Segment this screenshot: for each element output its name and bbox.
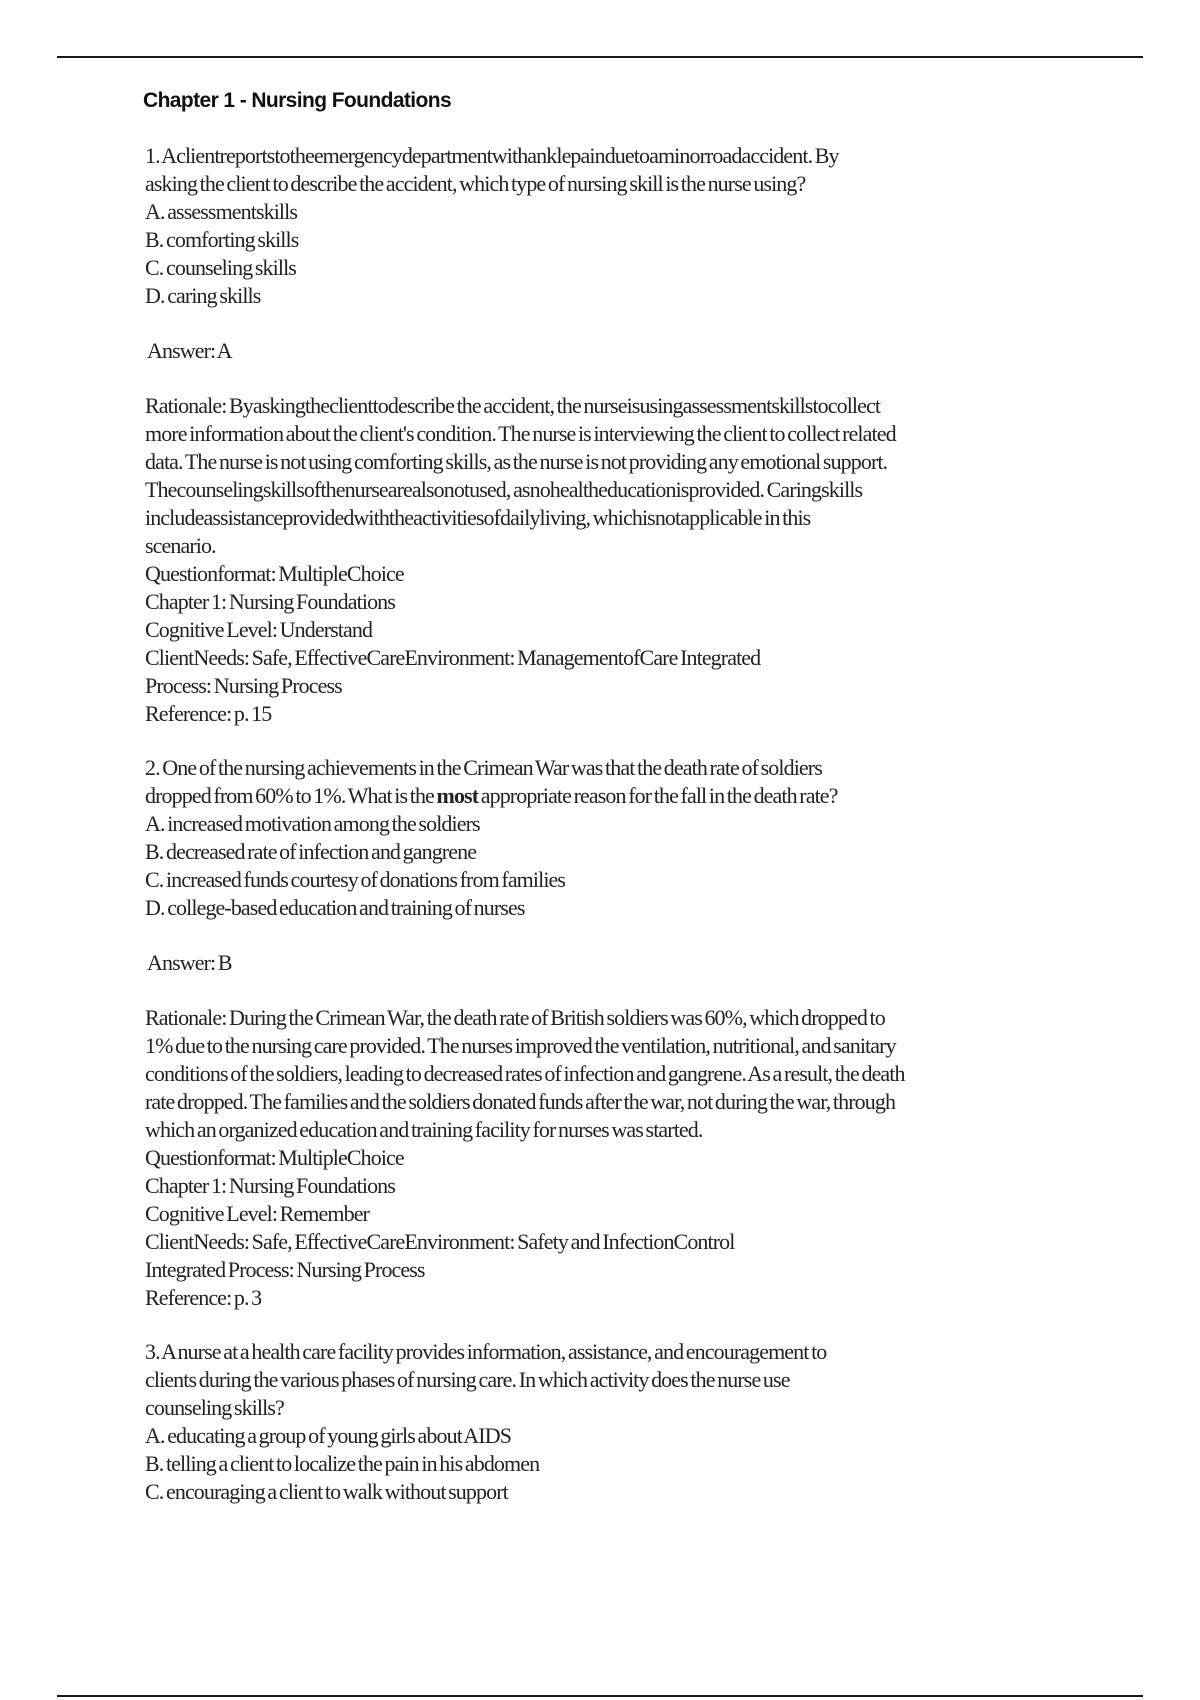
answer-option-d: D. college-based education and training of nurses bbox=[145, 895, 525, 920]
rationale-line: more information about the client's condition. The nurse is interviewing the client to collect related bbox=[145, 421, 896, 446]
client-needs: ClientNeeds: Safe, EffectiveCareEnvironment: ManagementofCare Integrated bbox=[145, 645, 761, 670]
question-stem-line: asking the client to describe the accident, which type of nursing skill is the nurse using? bbox=[145, 171, 806, 196]
question-format: Questionformat: MultipleChoice bbox=[145, 1145, 404, 1170]
answer-option-c: C. increased funds courtesy of donations from families bbox=[145, 867, 566, 892]
question-format: Questionformat: MultipleChoice bbox=[145, 561, 404, 586]
top-rule bbox=[57, 56, 1143, 58]
answer-key: Answer: B bbox=[147, 950, 232, 975]
answer-key: Answer: A bbox=[147, 338, 232, 363]
question-stem-line: 1. Aclientreportstotheemergencydepartmentwithanklepainduetoaminorroadaccident. By bbox=[145, 143, 839, 168]
document-page bbox=[145, 86, 1075, 1506]
question-stem-line bbox=[145, 782, 1075, 810]
answer-option-b: B. comforting skills bbox=[145, 227, 299, 252]
rationale-line: data. The nurse is not using comforting skills, as the nurse is not providing any emotional support. bbox=[145, 449, 888, 474]
rationale-line: Rationale: During the Crimean War, the death rate of British soldiers was 60%, which dropped to bbox=[145, 1005, 885, 1030]
question-2 bbox=[145, 754, 1075, 1312]
emphasis-word: most bbox=[436, 783, 479, 808]
cognitive-level: Cognitive Level: Understand bbox=[145, 617, 373, 642]
answer-option-b: B. telling a client to localize the pain in his abdomen bbox=[145, 1451, 540, 1476]
rationale-line: Thecounselingskillsofthenursearealsonotused, asnohealtheducationisprovided. Caringskills bbox=[145, 477, 863, 502]
stem-text: dropped from 60% to 1%. What is the bbox=[145, 783, 437, 808]
answer-option-c: C. encouraging a client to walk without support bbox=[145, 1479, 508, 1504]
stem-text: appropriate reason for the fall in the death rate? bbox=[478, 783, 838, 808]
cognitive-level: Cognitive Level: Remember bbox=[145, 1201, 369, 1226]
rationale-line: conditions of the soldiers, leading to decreased rates of infection and gangrene. As a result, the death bbox=[145, 1061, 905, 1086]
client-needs: ClientNeeds: Safe, EffectiveCareEnvironment: Safety and InfectionControl bbox=[145, 1229, 735, 1254]
rationale-line: scenario. bbox=[145, 533, 216, 558]
question-1 bbox=[145, 142, 1075, 728]
answer-option-a: A. assessmentskills bbox=[145, 199, 298, 224]
answer-option-a: A. increased motivation among the soldiers bbox=[145, 811, 480, 836]
question-stem-line: 2. One of the nursing achievements in the Crimean War was that the death rate of soldiers bbox=[145, 755, 822, 780]
rationale-line: which an organized education and training facility for nurses was started. bbox=[145, 1117, 703, 1142]
question-3 bbox=[145, 1338, 1075, 1506]
page-reference: Reference: p. 3 bbox=[145, 1285, 262, 1310]
bottom-rule bbox=[57, 1695, 1143, 1697]
question-stem-line: counseling skills? bbox=[145, 1395, 284, 1420]
answer-option-b: B. decreased rate of infection and gangrene bbox=[145, 839, 477, 864]
chapter-reference: Chapter 1: Nursing Foundations bbox=[145, 1173, 395, 1198]
question-stem-line: 3. A nurse at a health care facility provides information, assistance, and encouragement to bbox=[145, 1339, 827, 1364]
rationale-line: Rationale: Byaskingtheclienttodescribe the accident, the nurseisusingassessmentskillstocollect bbox=[145, 393, 881, 418]
integrated-process: Integrated Process: Nursing Process bbox=[145, 1257, 425, 1282]
answer-option-a: A. educating a group of young girls about AIDS bbox=[145, 1423, 512, 1448]
rationale-line: includeassistanceprovidedwiththeactivitiesofdailyliving, whichisnotapplicable in this bbox=[145, 505, 811, 530]
chapter-reference: Chapter 1: Nursing Foundations bbox=[145, 589, 395, 614]
answer-option-d: D. caring skills bbox=[145, 283, 261, 308]
rationale-line: rate dropped. The families and the soldiers donated funds after the war, not during the war, through bbox=[145, 1089, 896, 1114]
integrated-process: Process: Nursing Process bbox=[145, 673, 342, 698]
question-stem-line: clients during the various phases of nursing care. In which activity does the nurse use bbox=[145, 1367, 790, 1392]
page-reference: Reference: p. 15 bbox=[145, 701, 272, 726]
answer-option-c: C. counseling skills bbox=[145, 255, 296, 280]
rationale-line: 1% due to the nursing care provided. The nurses improved the ventilation, nutritional, and sanitary bbox=[145, 1033, 896, 1058]
chapter-title: Chapter 1 - Nursing Foundations bbox=[143, 89, 452, 112]
